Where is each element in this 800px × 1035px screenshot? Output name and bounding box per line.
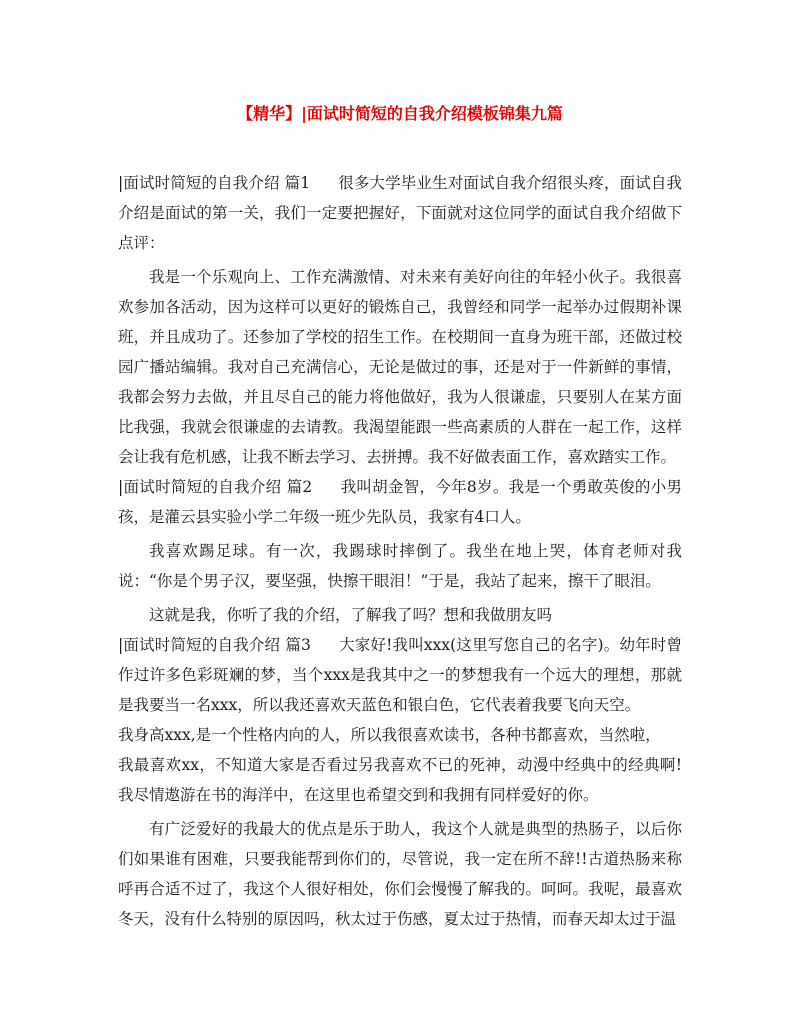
paragraph-body-5: 我最喜欢xx，不知道大家是否看过另我喜欢不已的死神，动漫中经典中的经典啊!我尽情遨游在书的海洋中，在这里也希望交到和我拥有同样爱好的你。 bbox=[118, 756, 682, 804]
document-title: 【精华】|面试时简短的自我介绍模板锦集九篇 bbox=[237, 104, 563, 123]
paragraph-section-2 bbox=[118, 472, 682, 532]
paragraph-body-3: 这就是我，你听了我的介绍，了解我了吗？想和我做朋友吗 bbox=[149, 606, 553, 624]
section-heading-1: |面试时简短的自我介绍 篇1 bbox=[118, 174, 311, 192]
section-heading-3: |面试时简短的自我介绍 篇3 bbox=[118, 636, 311, 654]
paragraph-body-4: 我身高xxx,是一个性格内向的人，所以我很喜欢读书，各种书都喜欢，当然啦， bbox=[118, 726, 661, 744]
section-heading-2: |面试时简短的自我介绍 篇2 bbox=[118, 478, 313, 496]
paragraph-section-1 bbox=[118, 168, 682, 258]
paragraph-text: 很多大学毕业生对面试自我介绍很头疼，面试自我介绍是面试的第一关，我们一定要把握好，下面就对这位同学的面试自我介绍做下点评： bbox=[118, 174, 682, 252]
document-page bbox=[118, 100, 682, 934]
paragraph-section-3 bbox=[118, 630, 682, 720]
paragraph-text: 大家好!我叫xxx(这里写您自己的名字)。幼年时曾作过许多色彩斑斓的梦，当个xxx是我其中之一的梦想我有一个远大的理想，那就是我要当一名xxx，所以我还喜欢天蓝色和银白色，它代表着我要飞向天空。 bbox=[118, 636, 682, 714]
paragraph-body-2: 我喜欢踢足球。有一次，我踢球时摔倒了。我坐在地上哭，体育老师对我说：“你是个男子汉，要坚强，快擦干眼泪！”于是，我站了起来，擦干了眼泪。 bbox=[118, 542, 682, 590]
paragraph-body-1: 我是一个乐观向上、工作充满激情、对未来有美好向往的年轻小伙子。我很喜欢参加各活动，因为这样可以更好的锻炼自己，我曾经和同学一起举办过假期补课班，并且成功了。还参加了学校的招生工作。在校期间一直身为班干部，还做过校园广播站编辑。我对自己充满信心，无论是做过的事，还是对于一件新鲜的事情，我都会努力去做，并且尽自己的能力将他做好，我为人很谦虚，只要别人在某方面比我强，我就会很谦虚的去请教。我渴望能跟一些高素质的人群在一起工作，这样会让我有危机感，让我不断去学习、去拼搏。我不好做表面工作，喜欢踏实工作。 bbox=[118, 268, 682, 466]
paragraph-body-6: 有广泛爱好的我最大的优点是乐于助人，我这个人就是典型的热肠子，以后你们如果谁有困难，只要我能帮到你们的，尽管说，我一定在所不辞!!古道热肠来称呼再合适不过了，我这个人很好相处，你们会慢慢了解我的。呵呵。我呢，最喜欢冬天，没有什么特别的原因吗，秋太过于伤感，夏太过于热情，而春天却太过于温 bbox=[118, 820, 682, 928]
paragraph-text: 我叫胡金智，今年8岁。我是一个勇敢英俊的小男孩，是灌云县实验小学二年级一班少先队员，我家有4口人。 bbox=[118, 478, 682, 526]
